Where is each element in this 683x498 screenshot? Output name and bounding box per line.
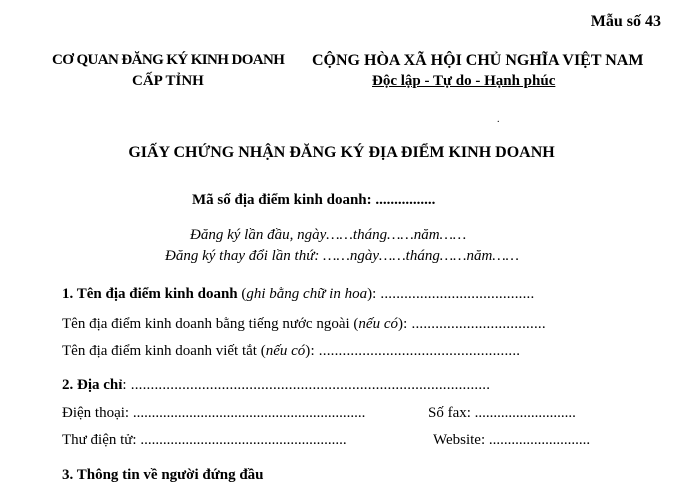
section-1-fill: : ....................................... — [372, 286, 535, 302]
change-registration: Đăng ký thay đổi lần thứ: ……ngày……tháng……năm…… — [165, 248, 520, 264]
abbr-name-label: Tên địa điểm kinh doanh viết tắt ( — [62, 343, 266, 359]
email-field: Thư điện tử: ....................................................... — [62, 432, 347, 448]
abbr-name-hint: nếu có — [265, 343, 306, 359]
section-1-name-field: 1. Tên địa điểm kinh doanh (ghi bằng chữ in hoa): ....................................... — [62, 286, 535, 302]
national-title: CỘNG HÒA XÃ HỘI CHỦ NGHĨA VIỆT NAM — [312, 52, 644, 69]
website-field: Website: ........................... — [433, 432, 591, 448]
section-1-label: 1. Tên địa điểm kinh doanh — [62, 286, 238, 302]
agency-level: CẤP TỈNH — [132, 73, 204, 89]
abbr-name-fill: ): ................................................... — [305, 343, 521, 359]
location-code: Mã số địa điểm kinh doanh: ................ — [192, 192, 436, 208]
section-1-hint: ghi bằng chữ in hoa — [246, 286, 368, 302]
stray-mark: . — [497, 114, 500, 125]
foreign-name-fill: ): .................................. — [397, 316, 546, 332]
agency-name: CƠ QUAN ĐĂNG KÝ KINH DOANH — [52, 52, 285, 68]
foreign-name-label: Tên địa điểm kinh doanh bằng tiếng nước ngoài ( — [62, 316, 359, 332]
national-motto: Độc lập - Tự do - Hạnh phúc — [372, 73, 556, 89]
foreign-name-hint: nếu có — [358, 316, 398, 332]
section-3-label: 3. Thông tin về người đứng đầu — [62, 467, 264, 483]
fax-field: Số fax: ........................... — [428, 405, 576, 421]
phone-field: Điện thoại: .............................................................. — [62, 405, 366, 421]
first-registration: Đăng ký lần đầu, ngày……tháng……năm…… — [190, 227, 467, 243]
section-2-label: 2. Địa chỉ — [62, 377, 123, 393]
section-2-address-field — [62, 377, 490, 394]
abbr-name-field — [62, 343, 520, 360]
form-number: Mẫu số 43 — [590, 13, 661, 30]
document-title: GIẤY CHỨNG NHẬN ĐĂNG KÝ ĐỊA ĐIỂM KINH DOANH — [128, 144, 555, 161]
foreign-name-field — [62, 316, 546, 333]
section-2-fill: : ........................................................................................... — [122, 377, 491, 393]
